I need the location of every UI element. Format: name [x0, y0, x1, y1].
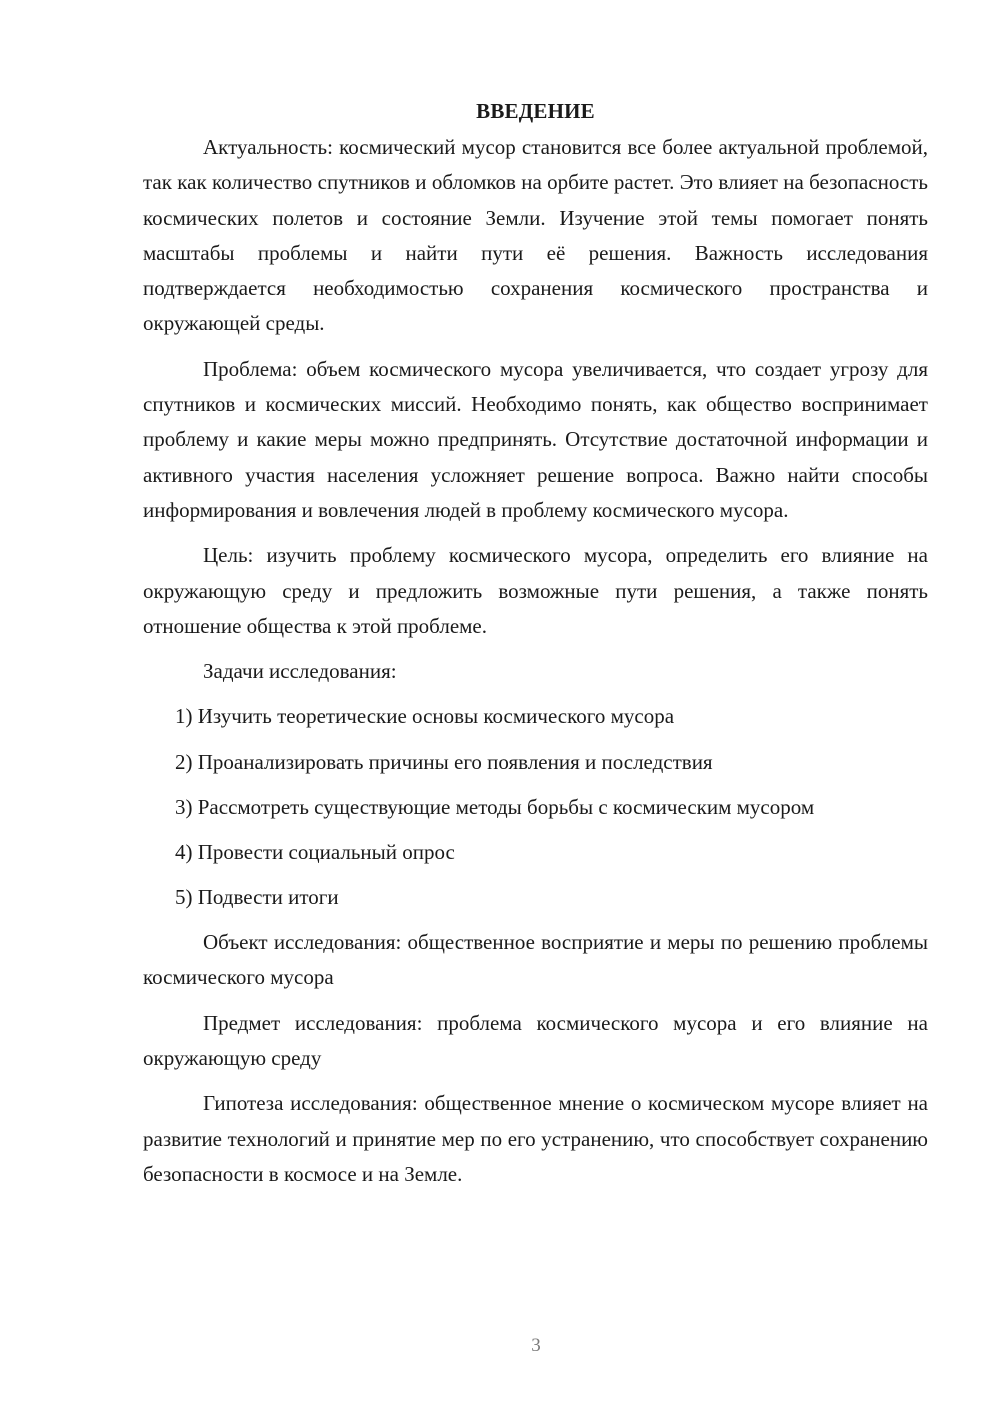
- list-item: 1) Изучить теоретические основы космического мусора: [175, 704, 675, 729]
- paragraph-object: Объект исследования: общественное восприятие и меры по решению проблемы космического мусора: [143, 930, 928, 990]
- tasks-label: Задачи исследования:: [203, 659, 397, 684]
- page-content: [143, 96, 928, 1202]
- paragraph-subject: Предмет исследования: проблема космического мусора и его влияние на окружающую среду: [143, 1010, 928, 1071]
- page-number: 3: [531, 1335, 541, 1356]
- paragraph-hypothesis: Гипотеза исследования: общественное мнение о космическом мусоре влияет на развитие технологий и принятие мер по его устранению, что способствует сохранению безопасности в космосе и на Земле.: [143, 1091, 928, 1186]
- section-heading: ВВЕДЕНИЕ: [476, 99, 595, 123]
- list-item: 2) Проанализировать причины его появления и последствия: [175, 749, 713, 774]
- paragraph-relevance: Актуальность: космический мусор становится все более актуальной проблемой, так как количество спутников и обломков на орбите растет. Это влияет на безопасность космических полетов и состояние Земли. Изучение этой темы помогает понять масштабы проблемы и найти пути её решения. Важность исследования подтверждается необходимостью сохранения космического пространства и окружающей среды.: [143, 135, 928, 336]
- paragraph-goal: Цель: изучить проблему космического мусора, определить его влияние на окружающую среду и предложить возможные пути решения, а также понять отношение общества к этой проблеме.: [143, 543, 928, 638]
- tasks-list: [143, 699, 928, 915]
- list-item: 3) Рассмотреть существующие методы борьбы с космическим мусором: [175, 794, 815, 819]
- paragraph-problem: Проблема: объем космического мусора увеличивается, что создает угрозу для спутников и космических миссий. Необходимо понять, как общество воспринимает проблему и какие меры можно предпринять. Отсутствие достаточной информации и активного участия населения усложняет решение вопроса. Важно найти способы информирования и вовлечения людей в проблему космического мусора.: [143, 356, 928, 522]
- list-item: 5) Подвести итоги: [175, 884, 339, 909]
- list-item: 4) Провести социальный опрос: [175, 839, 455, 864]
